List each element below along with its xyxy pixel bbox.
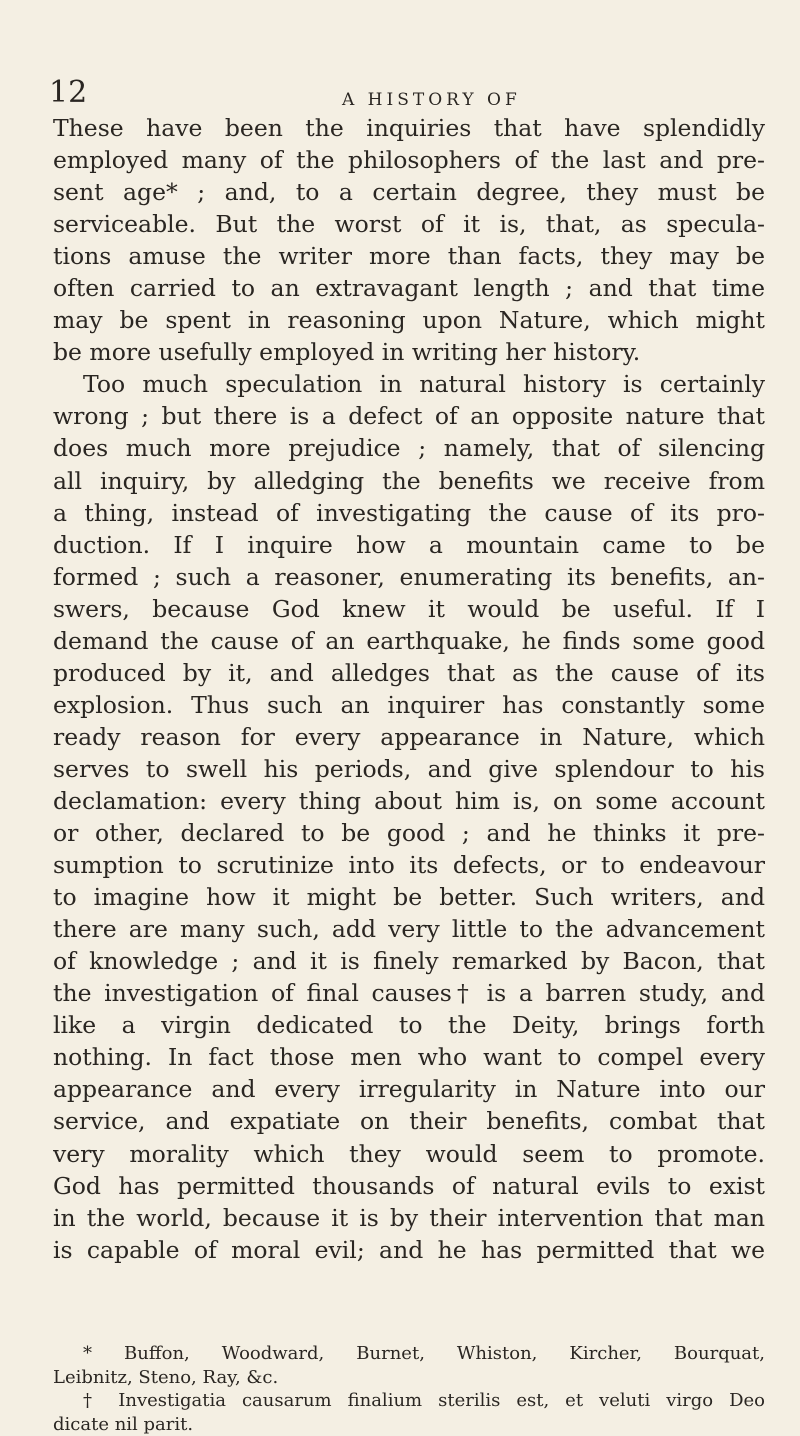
text-line: produced by it, and alledges that as the cause of its [53, 657, 765, 689]
text-line: sumption to scrutinize into its defects, or to endeavour [53, 849, 765, 881]
text-line: nothing. In fact those men who want to compel every [53, 1041, 765, 1073]
text-line: all inquiry, by alledging the benefits we receive from [53, 465, 765, 497]
page-number: 12 [49, 78, 87, 108]
text-line: the investigation of final causes† is a barren study, and [53, 977, 765, 1009]
text-line: duction. If I inquire how a mountain came to be [53, 529, 765, 561]
text-line: in the world, because it is by their intervention that man [53, 1202, 765, 1234]
text-line: may be spent in reasoning upon Nature, which might [53, 304, 765, 336]
text-line: does much more prejudice ; namely, that of silencing [53, 432, 765, 464]
text-line: Too much speculation in natural history is certainly [53, 368, 765, 400]
footnote-line: dicate nil parit. [53, 1413, 765, 1436]
text-line: very morality which they would seem to promote. [53, 1138, 765, 1170]
text-line: is capable of moral evil; and he has permitted that we [53, 1234, 765, 1266]
text-line: declamation: every thing about him is, on some account [53, 785, 765, 817]
text-line: or other, declared to be good ; and he thinks it pre- [53, 817, 765, 849]
text-line: explosion. Thus such an inquirer has constantly some [53, 689, 765, 721]
text-line: demand the cause of an earthquake, he finds some good [53, 625, 765, 657]
footnotes [53, 1342, 765, 1436]
text-line: often carried to an extravagant length ; and that time [53, 272, 765, 304]
footnote-line: † Investigatia causarum finalium sterilis est, et veluti virgo Deo [53, 1389, 765, 1413]
text-line: there are many such, add very little to the advancement [53, 913, 765, 945]
text-line: sent age* ; and, to a certain degree, they must be [53, 176, 765, 208]
page-header [49, 78, 740, 112]
body-text [53, 112, 765, 1266]
text-line: formed ; such a reasoner, enumerating its benefits, an- [53, 561, 765, 593]
text-line: tions amuse the writer more than facts, they may be [53, 240, 765, 272]
running-head: A HISTORY OF [342, 90, 521, 110]
text-line: God has permitted thousands of natural evils to exist [53, 1170, 765, 1202]
text-line: like a virgin dedicated to the Deity, brings forth [53, 1009, 765, 1041]
text-line: service, and expatiate on their benefits, combat that [53, 1105, 765, 1137]
text-line: wrong ; but there is a defect of an opposite nature that [53, 400, 765, 432]
text-line: serves to swell his periods, and give splendour to his [53, 753, 765, 785]
footnote-line: Leibnitz, Steno, Ray, &c. [53, 1366, 765, 1390]
text-line: be more usefully employed in writing her history. [53, 336, 765, 368]
text-line: to imagine how it might be better. Such writers, and [53, 881, 765, 913]
text-line: swers, because God knew it would be useful. If I [53, 593, 765, 625]
text-line: serviceable. But the worst of it is, that, as specula- [53, 208, 765, 240]
text-line: These have been the inquiries that have splendidly [53, 112, 765, 144]
text-line: of knowledge ; and it is finely remarked by Bacon, that [53, 945, 765, 977]
text-line: employed many of the philosophers of the last and pre- [53, 144, 765, 176]
text-line: ready reason for every appearance in Nature, which [53, 721, 765, 753]
text-line: appearance and every irregularity in Nature into our [53, 1073, 765, 1105]
text-line: a thing, instead of investigating the cause of its pro- [53, 497, 765, 529]
footnote-line: * Buffon, Woodward, Burnet, Whiston, Kircher, Bourquat, [53, 1342, 765, 1366]
